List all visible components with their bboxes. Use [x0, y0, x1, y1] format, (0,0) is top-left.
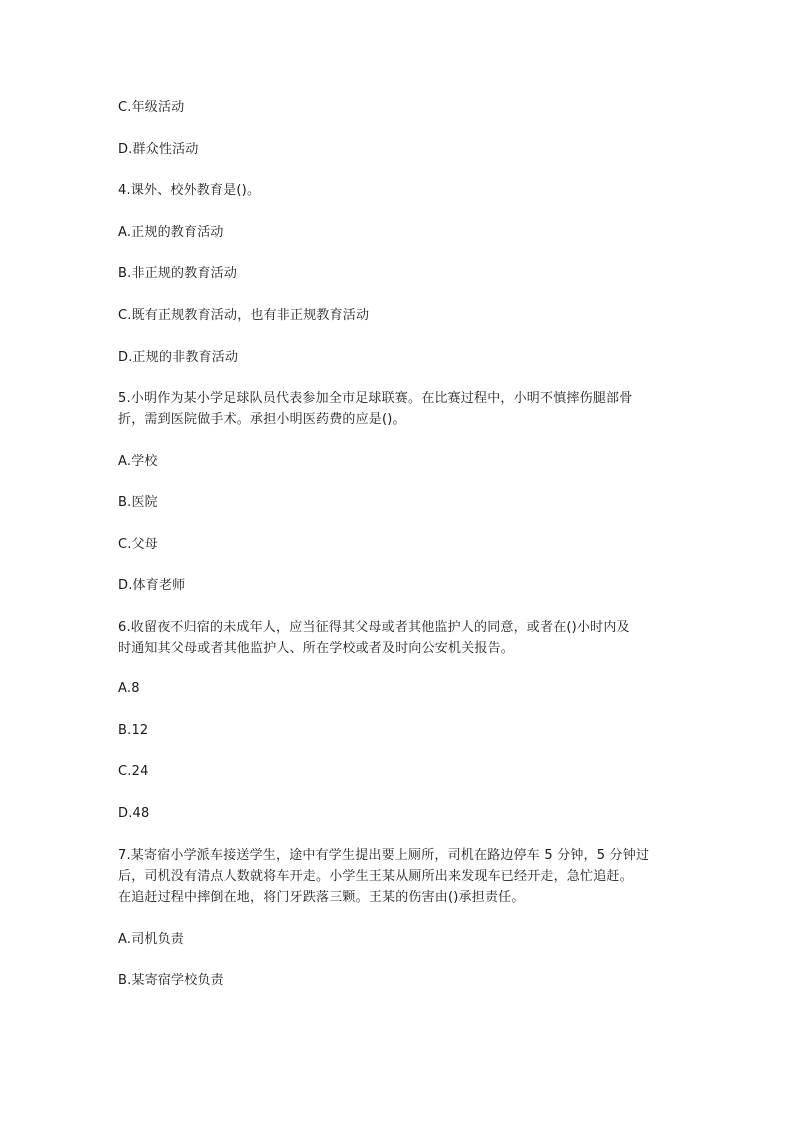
question-7-line-3: 在追赶过程中摔倒在地，将门牙跌落三颗。王某的伤害由()承担责任。 — [118, 890, 525, 905]
option-d-q6: D.48 — [118, 806, 150, 821]
question-5-line-1: 5.小明作为某小学足球队员代表参加全市足球联赛。在比赛过程中，小明不慎摔伤腿部骨 — [118, 391, 633, 406]
option-c-q4: C.既有正规教育活动，也有非正规教育活动 — [118, 308, 370, 323]
question-7-line-1: 7.某寄宿小学派车接送学生，途中有学生提出要上厕所，司机在路边停车 5 分钟，5 分钟过 — [118, 848, 650, 863]
option-d-q5: D.体育老师 — [118, 578, 186, 593]
question-4: 4.课外、校外教育是()。 — [118, 183, 261, 198]
option-c-q6: C.24 — [118, 764, 149, 779]
option-b-q6: B.12 — [118, 723, 149, 738]
question-5-line-2: 折，需到医院做手术。承担小明医药费的应是()。 — [118, 412, 406, 427]
option-b-q5: B.医院 — [118, 495, 158, 510]
option-c-q5: C.父母 — [118, 537, 159, 552]
option-a-q5: A.学校 — [118, 454, 158, 469]
option-b-q7: B.某寄宿学校负责 — [118, 973, 224, 988]
question-6-line-1: 6.收留夜不归宿的未成年人，应当征得其父母或者其他监护人的同意，或者在()小时内及 — [118, 620, 630, 635]
question-6-line-2: 时通知其父母或者其他监护人、所在学校或者及时向公安机关报告。 — [118, 641, 515, 656]
option-a-q4: A.正规的教育活动 — [118, 225, 224, 240]
option-d-q3: D.群众性活动 — [118, 142, 199, 157]
option-a-q7: A.司机负责 — [118, 932, 184, 947]
option-c-q3: C.年级活动 — [118, 100, 185, 115]
option-a-q6: A.8 — [118, 681, 140, 696]
option-d-q4: D.正规的非教育活动 — [118, 350, 239, 365]
option-b-q4: B.非正规的教育活动 — [118, 266, 238, 281]
question-7-line-2: 后，司机没有清点人数就将车开走。小学生王某从厕所出来发现车已经开走，急忙追赶。 — [118, 869, 633, 884]
